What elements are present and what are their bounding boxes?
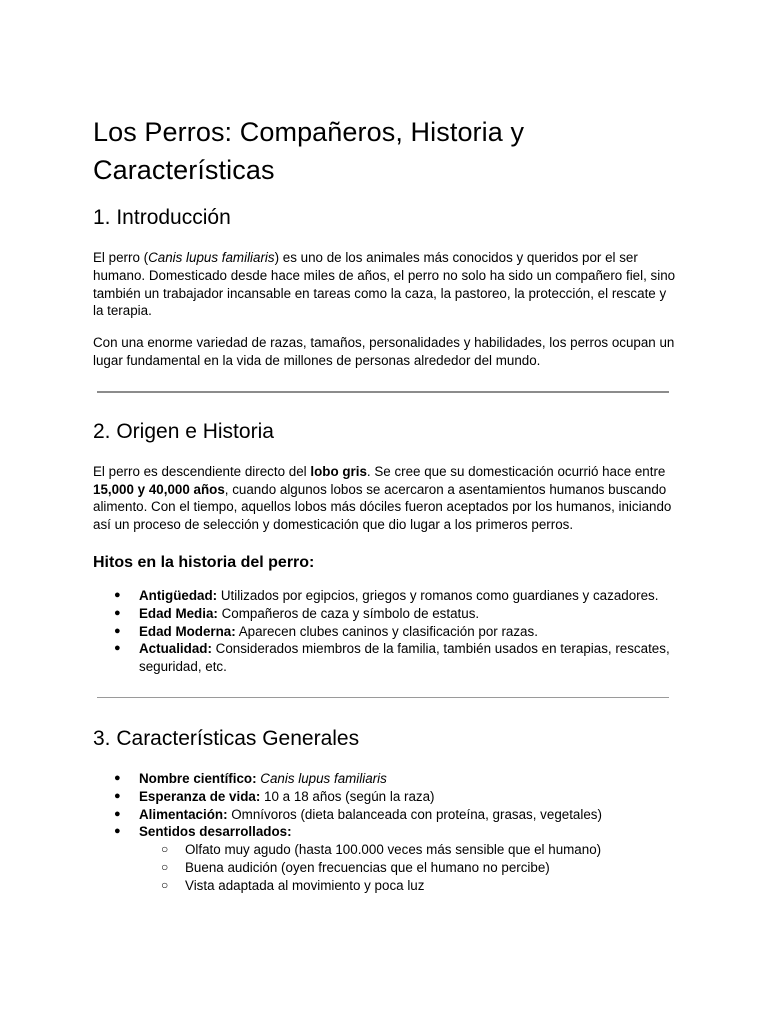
list-item-text: Canis lupus familiaris bbox=[256, 770, 387, 786]
list-item-label: Edad Moderna: bbox=[139, 623, 236, 639]
list-item-text: Aparecen clubes caninos y clasificación por razas. bbox=[235, 623, 538, 639]
sublist-item bbox=[93, 859, 678, 877]
origin-text-c: , cuando algunos lobos se acercaron a asentamientos humanos buscando alimento. Con el tiempo, aquellos lobos más dóciles fueron aceptados por los humanos, iniciando así un proceso de selección y domesticación que dio lugar a los primeros perros. bbox=[93, 481, 672, 533]
list-item-label: Antigüedad: bbox=[139, 587, 218, 603]
intro-text-a: El perro ( bbox=[93, 250, 149, 265]
list-item bbox=[93, 823, 678, 894]
list-item bbox=[93, 640, 678, 676]
origin-text-a: El perro es descendiente directo del bbox=[93, 463, 311, 479]
list-item-label: Nombre científico: bbox=[139, 770, 257, 786]
bullet-icon: ● bbox=[114, 807, 121, 820]
senses-sublist bbox=[93, 841, 678, 894]
list-item-label: Alimentación: bbox=[139, 806, 228, 822]
bullet-icon: ● bbox=[114, 588, 121, 601]
sublist-item-text: Buena audición (oyen frecuencias que el humano no percibe) bbox=[185, 859, 550, 875]
list-item-text: 10 a 18 años (según la raza) bbox=[260, 788, 435, 804]
section-heading-introduccion: 1. Introducción bbox=[93, 206, 231, 229]
list-item-label: Esperanza de vida: bbox=[139, 788, 261, 804]
list-item-label: Sentidos desarrollados: bbox=[139, 824, 292, 840]
bullet-icon: ● bbox=[114, 606, 121, 619]
section-heading-origen: 2. Origen e Historia bbox=[93, 419, 274, 443]
hollow-bullet-icon: ○ bbox=[161, 877, 169, 892]
list-item bbox=[93, 806, 678, 824]
hollow-bullet-icon: ○ bbox=[161, 859, 169, 874]
list-item-label: Actualidad: bbox=[139, 641, 212, 657]
bullet-icon: ● bbox=[114, 789, 121, 802]
list-item bbox=[93, 770, 678, 788]
characteristics-list bbox=[93, 770, 678, 895]
list-item-text: Omnívoros (dieta balanceada con proteína, grasas, vegetales) bbox=[227, 806, 602, 822]
sublist-item bbox=[93, 841, 678, 859]
list-item bbox=[93, 605, 678, 623]
document-content bbox=[93, 113, 678, 909]
list-item-text: Compañeros de caza y símbolo de estatus. bbox=[217, 605, 480, 621]
origin-text-b: . Se cree que su domesticación ocurrió hace entre bbox=[366, 463, 666, 479]
sublist-item-text: Olfato muy agudo (hasta 100.000 veces más sensible que el humano) bbox=[185, 842, 602, 858]
list-item-text: Considerados miembros de la familia, también usados en terapias, rescates, seguridad, etc. bbox=[139, 641, 670, 675]
subheading-hitos: Hitos en la historia del perro: bbox=[93, 553, 315, 571]
milestones-list bbox=[93, 587, 678, 676]
bullet-icon: ● bbox=[114, 624, 121, 637]
list-item-text: Utilizados por egipcios, griegos y romanos como guardianes y cazadores. bbox=[217, 587, 659, 603]
bullet-icon: ● bbox=[114, 825, 121, 838]
sublist-item-text: Vista adaptada al movimiento y poca luz bbox=[185, 877, 425, 893]
scientific-name: Canis lupus familiaris bbox=[148, 250, 275, 265]
intro-paragraph-1 bbox=[93, 249, 678, 320]
list-item bbox=[93, 788, 678, 806]
origin-bold-lobo-gris: lobo gris bbox=[310, 463, 367, 479]
document-title: Los Perros: Compañeros, Historia y Características bbox=[93, 117, 525, 185]
origin-paragraph bbox=[93, 463, 678, 534]
section-divider bbox=[97, 697, 669, 698]
list-item bbox=[93, 623, 678, 641]
hollow-bullet-icon: ○ bbox=[161, 842, 169, 857]
list-item bbox=[93, 587, 678, 605]
origin-bold-years: 15,000 y 40,000 años bbox=[93, 481, 225, 497]
section-divider bbox=[97, 391, 669, 393]
bullet-icon: ● bbox=[114, 771, 121, 784]
bullet-icon: ● bbox=[114, 642, 121, 655]
intro-text-b: ) es uno de los animales más conocidos y queridos por el ser humano. Domesticado desde hace miles de años, el perro no solo ha sido un compañero fiel, sino también un trabajador incansable en tareas como la caza, la pastoreo, la protección, el rescate y la terapia. bbox=[93, 250, 676, 319]
sublist-item bbox=[93, 877, 678, 895]
intro-paragraph-2: Con una enorme variedad de razas, tamaños, personalidades y habilidades, los perros ocupan un lugar fundamental en la vida de millones de personas alrededor del mundo. bbox=[93, 335, 675, 368]
section-heading-caracteristicas: 3. Características Generales bbox=[93, 726, 360, 750]
list-item-label: Edad Media: bbox=[139, 605, 218, 621]
